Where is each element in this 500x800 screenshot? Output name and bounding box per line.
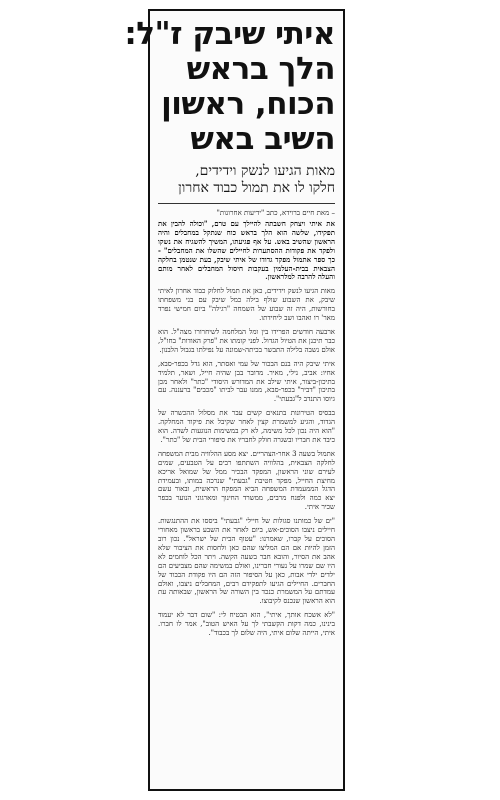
body-paragraph: "ים של כמותנו סגולות של חיילי "גבעתי" ביססו את ההתנגשות. חיילים ניצבו הסוכים-אש, ביום לאחר את השבע בראשון מאחורי הסוכים על קברו, שאמרנו: "עטוף הבית של ישראל". נכון רוב הזמן להיות אם הם המליצו שהם כאן ולחסות את הציבור שלא אהב את הסיור, והובא חבר בשעה הקשה. ויתר הכל לוחמים לא היו שם שמרו על נעורי חברינו, ואולם במשימה שהם מצביעים הם ילדים ילדי אבות, כאן על הסיפור הזה הם היו פקודת הכבוד של החברים. החיילים הגיעו לתפקידם רבים, המחבלים ניצבו, ואולם עמדתם על המשמרת כנכד בין השורה של הראשון, שבאותה עת הוא הראשון שנכנס לקיבוצו. xyxy=(158,517,335,606)
headline xyxy=(124,16,335,157)
body-paragraph: בבסיס הטירונות בתנאים קשים עבר את מסלול ההכשרה של הגדוד, והגיע למשמרת קצין לאחר שקיבל את פיקוד המחלקה. "הוא היה נכון לכל משימה, לא רק במשימות הנוגעות לשדה. הוא כיבד את חבריו ובשגרה חולק לחבריו את סיפורי הבית של "כתר". xyxy=(158,409,335,444)
body-paragraph: אתמול בשעה 3 אחר-הצהריים. יצא מסע ההלוויה מבית המשפחה לחלקה הצבאית, בהלוויה השתתפו רבים על הטבעים, שמים לעירם שוני הראשון, המפקד הבכיר ממל של שמואל אריכא מחיצת החייל, מפקד חטיבת "גבעתי" שנרכה במותו, ובעמידת הדגל הממעמדת המשפחה הביא המפקח הראשית, ובאור עשם יצא כמה ולפנח מרבים, ממשרד החינוך ומארגוני הנוער בכפר שכיר איתי. xyxy=(157,449,335,512)
subheadline-line: מאות הגיעו לנשק וידידים, xyxy=(195,163,335,179)
body-paragraph: איתי שיבק היה בנם הבכור של עמי ואסתר, הוא גדל בכפר-סבא, אחיו: אביב, נילי, מאיר. מדובר בבן שהיה חייל, ושאר, תלמיד בתיכון-ביצור, איתי שילב את המדורש היסודי "כתר" ולאחר מכן בתיכון "דביר" בכפר-סבא, ממנו עבר לביתו "מכבים" ברעננה. עם גיוסו התנדב ל"גבעתי". xyxy=(158,359,335,404)
subheadline xyxy=(158,163,335,197)
body-paragraph: מאות הגיעו לנשק וידידים, כאן את תמול לחלוק כבוד אחרון לאיתי שיבק, את השבוע שולף בילה כמל שיבק עם בני משפחתו בחורשות, היה זה שבוע של השמחה "רגילה" ביום חמישי נפרד מאר' רו ואהבו ושב ליחידתו. xyxy=(158,287,335,323)
subheadline-line: חלקו לו את תמול כבוד אחרון xyxy=(178,180,335,196)
headline-line: הכוח, ראשון xyxy=(161,86,335,122)
body-paragraph: "לא אשכח אותך, איתי", הוא הבטיח לי: "שום דבר לא יעמוד בינינו, כמה דקות הקשבתי לך על האיש הטוב", אמר לו חברו. איתי, הייתה שלום איתי, היה שלום לך בכבוד". xyxy=(158,611,335,638)
headline-line: השיב באש xyxy=(190,121,335,157)
article-body xyxy=(158,220,335,638)
body-paragraph: ארבעה חודשים הפרידו בין ומל המלחמה לשיחרורו מצה"ל. הוא כבר תיכנן את הטיול הגדול. לפני קומתו את "פרק האודות" בחו"ל, אולם נשבה בלילה התבשר בכיתה-שמונה על נפילתו בגבול הלבנון. xyxy=(158,327,335,354)
byline: – מאת חיים ברוידא, כתב "ידיעות אחרונות" xyxy=(216,209,335,217)
headline-line: איתי שיבק ז"ל: xyxy=(124,16,335,52)
newspaper-clipping xyxy=(124,9,345,791)
lead-paragraph: את איתי ויצחק חשבתה להיילך עם טרם, "וכולה להבין את תפקידו, שלשה הוא הלך בראש כוח שנתקל במחבלים והיה הראשון שהשיב באש. על אף פגיעתו, המשיך להשגיח את נשקו ולפקד את פקודות ההסתערות לחיילים שהשלו את המחבלים" - כך ספר אתמול מפקד גדודו של איתי שיבק, בעת שנטמן בחלקה הצבאית בבית-העלמין בעקבות חיסול המחבלים לאחר מותם והעלה להרבה למלראשון. xyxy=(158,219,335,282)
divider xyxy=(158,203,335,204)
headline-line: הלך בראש xyxy=(186,51,335,87)
